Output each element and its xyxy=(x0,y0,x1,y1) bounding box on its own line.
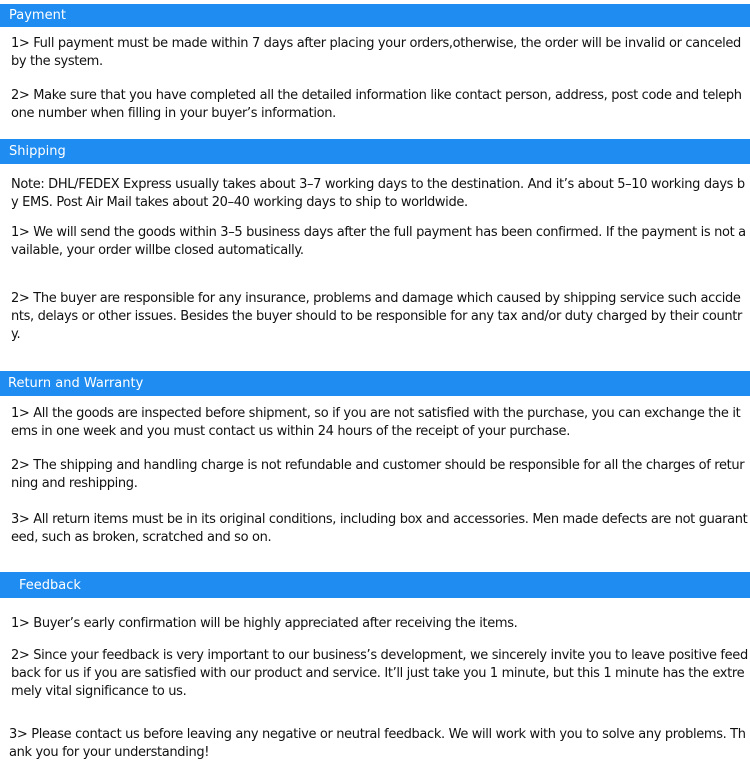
shipping-item-2: 2> The buyer are responsible for any insurance, problems and damage which caused by shipping service such accidents, delays or other issues. Besides the buyer should to be responsible for any tax and/or duty charged by their country. xyxy=(11,291,743,342)
feedback-title: Feedback xyxy=(19,577,81,593)
return-warranty-item-1: 1> All the goods are inspected before shipment, so if you are not satisfied with the purchase, you can exchange the items in one week and you must contact us within 24 hours of the receipt of your purchase. xyxy=(11,406,741,439)
shipping-title: Shipping xyxy=(9,144,66,159)
payment-title: Payment xyxy=(9,8,66,23)
feedback-item-1: 1> Buyer’s early confirmation will be highly appreciated after receiving the items. xyxy=(11,616,518,631)
feedback-item-3: 3> Please contact us before leaving any negative or neutral feedback. We will work with you to solve any problems. Thank you for your understanding! xyxy=(9,727,746,760)
shipping-note: Note: DHL/FEDEX Express usually takes about 3–7 working days to the destination. And it’s about 5–10 working days by EMS. Post Air Mail takes about 20–40 working days to ship to worldwide. xyxy=(11,177,745,210)
return-warranty-item-2: 2> The shipping and handling charge is not refundable and customer should be responsible for all the charges of returning and reshipping. xyxy=(11,458,745,491)
payment-item-1: 1> Full payment must be made within 7 days after placing your orders,otherwise, the order will be invalid or canceled by the system. xyxy=(11,36,741,69)
feedback-item-2: 2> Since your feedback is very important to our business’s development, we sincerely invite you to leave positive feedback for us if you are satisfied with our product and service. It’ll just take you 1 minute, but this 1 minute has the extremely vital significance to us. xyxy=(11,648,748,699)
shipping-header xyxy=(0,139,750,164)
feedback-header xyxy=(0,572,750,598)
return-warranty-item-3: 3> All return items must be in its original conditions, including box and accessories. Men made defects are not guaranteed, such as broken, scratched and so on. xyxy=(11,512,748,545)
shipping-item-1: 1> We will send the goods within 3–5 business days after the full payment has been confirmed. If the payment is not available, your order willbe closed automatically. xyxy=(11,225,746,258)
return-warranty-header xyxy=(0,371,750,396)
payment-item-2: 2> Make sure that you have completed all the detailed information like contact person, address, post code and telephone number when filling in your buyer’s information. xyxy=(11,88,742,121)
return-warranty-title: Return and Warranty xyxy=(8,376,144,391)
payment-header xyxy=(0,4,750,27)
